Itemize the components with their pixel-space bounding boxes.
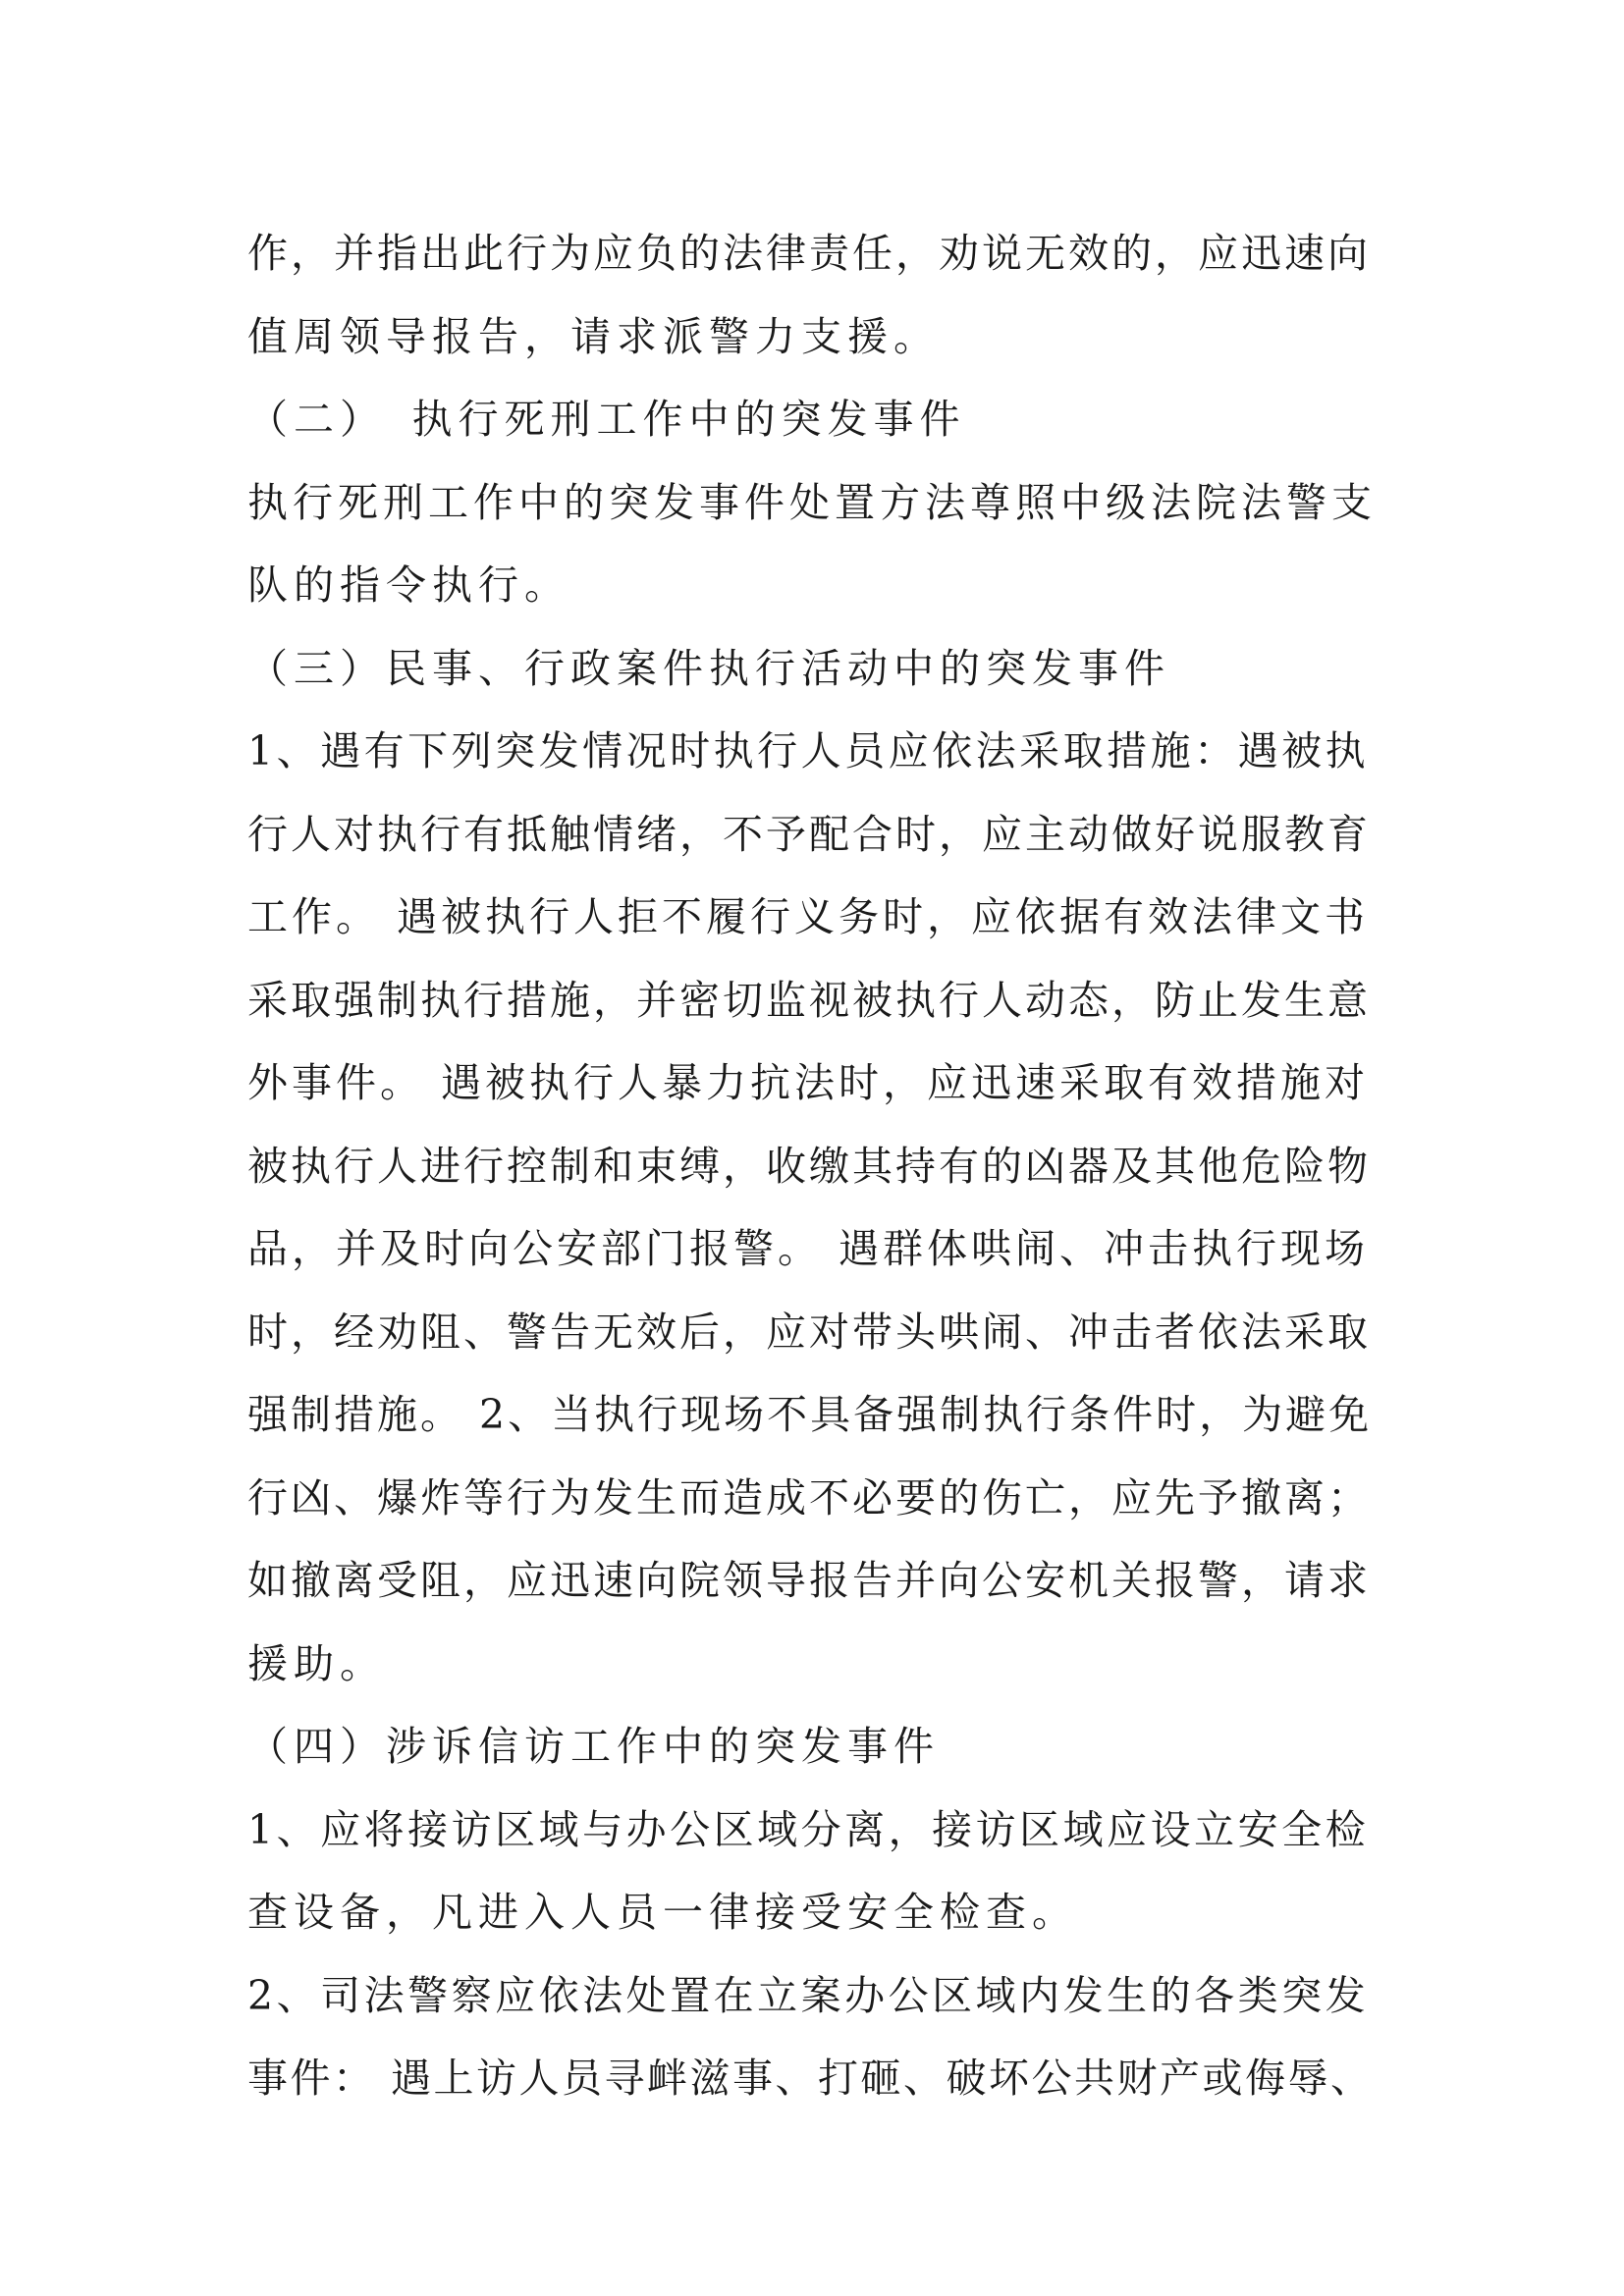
text-line: 被执行人进行控制和束缚，收缴其持有的凶器及其他危险物: [247, 1142, 1371, 1190]
text-line: 时，经劝阻、警告无效后，应对带头哄闹、冲击者依法采取: [247, 1308, 1371, 1356]
text-line: 事件： 遇上访人员寻衅滋事、打砸、破坏公共财产或侮辱、: [247, 2055, 1374, 2102]
section-heading: （三）民事、行政案件执行活动中的突发事件: [247, 644, 1170, 692]
text-line: 工作。 遇被执行人拒不履行义务时，应依据有效法律文书: [247, 893, 1370, 940]
text-line: 援助。: [247, 1639, 386, 1687]
text-line: 行凶、爆炸等行为发生而造成不必要的伤亡，应先予撤离；: [247, 1473, 1371, 1522]
text-line: 外事件。 遇被执行人暴力抗法时，应迅速采取有效措施对: [247, 1059, 1370, 1106]
text-line: 作，并指出此行为应负的法律责任，劝说无效的，应迅速向: [247, 230, 1371, 277]
text-line: 执行死刑工作中的突发事件处置方法尊照中级法院法警支: [247, 478, 1377, 526]
document-body: [247, 212, 1377, 2120]
text-line: 强制措施。 2、当执行现场不具备强制执行条件时，为避免: [247, 1391, 1373, 1438]
text-line: 如撤离受阻，应迅速向院领导报告并向公安机关报警，请求: [247, 1557, 1371, 1604]
text-line: 值周领导报告，请求派警力支援。: [247, 312, 940, 360]
section-heading: （四）涉诉信访工作中的突发事件: [247, 1723, 940, 1770]
text-line: 查设备，凡进入人员一律接受安全检查。: [247, 1889, 1078, 1936]
text-line: 2、司法警察应依法处置在立案办公区域内发生的各类突发: [247, 1971, 1370, 2019]
text-line: 采取强制执行措施，并密切监视被执行人动态，防止发生意: [247, 976, 1371, 1024]
text-line: 1、应将接访区域与办公区域分离，接访区域应设立安全检: [247, 1805, 1370, 1853]
section-heading: （二） 执行死刑工作中的突发事件: [247, 396, 966, 443]
text-line: 行人对执行有抵触情绪，不予配合时，应主动做好说服教育: [247, 810, 1371, 858]
text-line: 1、遇有下列突发情况时执行人员应依法采取措施：遇被执: [247, 727, 1370, 774]
text-line: 队的指令执行。: [247, 561, 570, 609]
text-line: 品，并及时向公安部门报警。 遇群体哄闹、冲击执行现场: [247, 1225, 1370, 1272]
